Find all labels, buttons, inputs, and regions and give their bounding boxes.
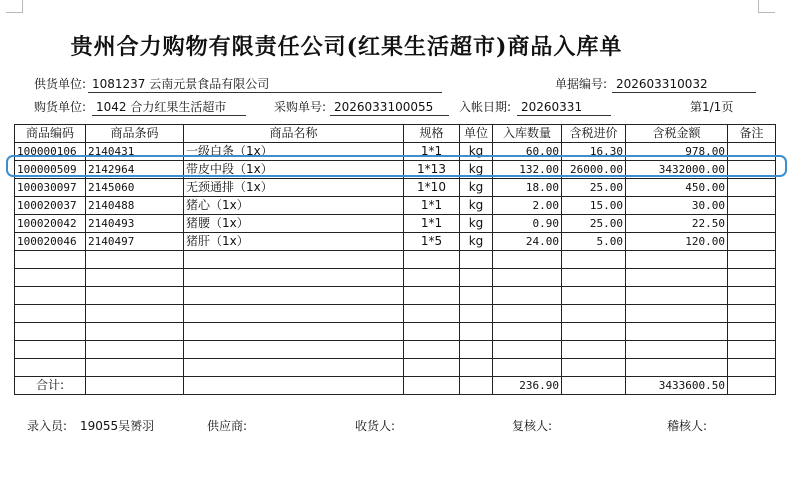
unit-cell [460, 269, 493, 287]
quantity-cell: 2.00 [493, 197, 562, 215]
total-empty-cell [728, 377, 776, 395]
item-name-cell [184, 251, 404, 269]
barcode-cell: 2140488 [86, 197, 184, 215]
page-title: 贵州合力购物有限责任公司(红果生活超市)商品入库单 [70, 34, 623, 60]
amount-cell: 450.00 [626, 179, 728, 197]
barcode-cell: 2145060 [86, 179, 184, 197]
item-code-cell [15, 305, 86, 323]
spec-cell [404, 341, 460, 359]
table-row [15, 233, 776, 251]
quantity-cell [493, 269, 562, 287]
barcode-cell [86, 323, 184, 341]
item-code-cell: 100020046 [15, 233, 86, 251]
amount-cell [626, 269, 728, 287]
remark-cell [728, 305, 776, 323]
table-row [15, 269, 776, 287]
item-name-cell [184, 269, 404, 287]
table-row [15, 215, 776, 233]
column-header: 商品条码 [86, 125, 184, 143]
unit-cell: kg [460, 233, 493, 251]
quantity-cell [493, 359, 562, 377]
item-name-cell: 猪肝（1x） [184, 233, 404, 251]
receiver-sign-label: 收货人: [355, 419, 396, 433]
quantity-cell: 0.90 [493, 215, 562, 233]
quantity-cell: 24.00 [493, 233, 562, 251]
spec-cell: 1*13 [404, 161, 460, 179]
unit-price-cell: 15.00 [562, 197, 626, 215]
total-empty-cell [86, 377, 184, 395]
quantity-cell [493, 305, 562, 323]
total-quantity: 236.90 [493, 377, 562, 395]
item-code-cell [15, 287, 86, 305]
remark-cell [728, 179, 776, 197]
column-header: 备注 [728, 125, 776, 143]
entry-clerk-value: 19055吴赟羽 [80, 419, 155, 433]
amount-cell [626, 287, 728, 305]
page-corner-mark-left [6, 0, 23, 13]
table-row [15, 287, 776, 305]
column-header: 商品名称 [184, 125, 404, 143]
remark-cell [728, 287, 776, 305]
spec-cell [404, 305, 460, 323]
spec-cell: 1*5 [404, 233, 460, 251]
table-row [15, 323, 776, 341]
remark-cell [728, 359, 776, 377]
buyer-value: 1042 合力红果生活超市 [92, 100, 246, 116]
unit-price-cell [562, 251, 626, 269]
item-name-cell [184, 341, 404, 359]
po-label: 采购单号: [274, 100, 327, 114]
unit-price-cell: 16.30 [562, 143, 626, 161]
quantity-cell [493, 251, 562, 269]
item-code-cell [15, 269, 86, 287]
column-header: 含税进价 [562, 125, 626, 143]
amount-cell [626, 359, 728, 377]
barcode-cell [86, 305, 184, 323]
barcode-cell [86, 287, 184, 305]
item-code-cell: 100020037 [15, 197, 86, 215]
amount-cell [626, 305, 728, 323]
item-name-cell [184, 323, 404, 341]
entry-clerk-label: 录入员: [27, 419, 68, 433]
table-row [15, 305, 776, 323]
total-row [15, 377, 776, 395]
barcode-cell [86, 269, 184, 287]
item-code-cell [15, 323, 86, 341]
item-name-cell: 无颈通排（1x） [184, 179, 404, 197]
unit-price-cell: 26000.00 [562, 161, 626, 179]
total-empty-cell [404, 377, 460, 395]
remark-cell [728, 161, 776, 179]
quantity-cell [493, 341, 562, 359]
spec-cell [404, 323, 460, 341]
barcode-cell [86, 359, 184, 377]
barcode-cell: 2140497 [86, 233, 184, 251]
remark-cell [728, 197, 776, 215]
column-header: 规格 [404, 125, 460, 143]
buyer-label: 购货单位: [34, 100, 87, 114]
doc-no-label: 单据编号: [555, 77, 608, 91]
remark-cell [728, 143, 776, 161]
item-code-cell [15, 341, 86, 359]
item-name-cell [184, 359, 404, 377]
item-name-cell [184, 287, 404, 305]
barcode-cell [86, 251, 184, 269]
unit-cell: kg [460, 179, 493, 197]
table-row [15, 179, 776, 197]
stock-in-table [14, 124, 776, 395]
item-code-cell: 100000509 [15, 161, 86, 179]
date-value: 20260331 [517, 100, 611, 116]
unit-price-cell [562, 341, 626, 359]
reviewer-sign-label: 复核人: [512, 419, 553, 433]
remark-cell [728, 215, 776, 233]
amount-cell: 30.00 [626, 197, 728, 215]
table-row [15, 359, 776, 377]
unit-cell [460, 305, 493, 323]
unit-price-cell [562, 269, 626, 287]
supplier-value: 1081237 云南元景食品有限公司 [88, 77, 442, 93]
column-header: 入库数量 [493, 125, 562, 143]
total-label: 合计: [15, 377, 86, 395]
table-row [15, 161, 776, 179]
remark-cell [728, 233, 776, 251]
item-code-cell: 100020042 [15, 215, 86, 233]
amount-cell: 978.00 [626, 143, 728, 161]
date-label: 入帐日期: [459, 100, 512, 114]
table-header-row [15, 125, 776, 143]
unit-cell [460, 287, 493, 305]
unit-price-cell: 5.00 [562, 233, 626, 251]
unit-price-cell: 25.00 [562, 215, 626, 233]
quantity-cell [493, 287, 562, 305]
spec-cell: 1*1 [404, 143, 460, 161]
item-name-cell: 猪心（1x） [184, 197, 404, 215]
spec-cell [404, 251, 460, 269]
unit-cell: kg [460, 143, 493, 161]
table-row [15, 197, 776, 215]
quantity-cell: 60.00 [493, 143, 562, 161]
item-name-cell [184, 305, 404, 323]
unit-cell [460, 323, 493, 341]
barcode-cell: 2140493 [86, 215, 184, 233]
item-code-cell [15, 251, 86, 269]
quantity-cell [493, 323, 562, 341]
item-code-cell: 100030097 [15, 179, 86, 197]
unit-price-cell [562, 323, 626, 341]
unit-cell [460, 341, 493, 359]
doc-no-value: 202603310032 [612, 77, 756, 93]
page-corner-mark-right [758, 0, 775, 13]
spec-cell: 1*1 [404, 215, 460, 233]
spec-cell [404, 269, 460, 287]
total-empty-cell [562, 377, 626, 395]
supplier-label: 供货单位: [34, 77, 87, 91]
page-number: 第1/1页 [690, 100, 734, 114]
column-header: 含税金额 [626, 125, 728, 143]
barcode-cell: 2140431 [86, 143, 184, 161]
unit-price-cell: 25.00 [562, 179, 626, 197]
table-row [15, 143, 776, 161]
unit-price-cell [562, 287, 626, 305]
amount-cell [626, 251, 728, 269]
item-name-cell: 猪腰（1x） [184, 215, 404, 233]
barcode-cell [86, 341, 184, 359]
po-value: 2026033100055 [330, 100, 449, 116]
amount-cell: 22.50 [626, 215, 728, 233]
unit-cell: kg [460, 161, 493, 179]
unit-cell [460, 359, 493, 377]
spec-cell: 1*10 [404, 179, 460, 197]
total-amount: 3433600.50 [626, 377, 728, 395]
total-empty-cell [184, 377, 404, 395]
item-code-cell [15, 359, 86, 377]
amount-cell: 3432000.00 [626, 161, 728, 179]
unit-cell: kg [460, 215, 493, 233]
spec-cell [404, 287, 460, 305]
total-empty-cell [460, 377, 493, 395]
spec-cell: 1*1 [404, 197, 460, 215]
unit-price-cell [562, 359, 626, 377]
remark-cell [728, 341, 776, 359]
item-code-cell: 100000106 [15, 143, 86, 161]
column-header: 商品编码 [15, 125, 86, 143]
remark-cell [728, 251, 776, 269]
unit-cell [460, 251, 493, 269]
item-name-cell: 一级白条（1x） [184, 143, 404, 161]
barcode-cell: 2142964 [86, 161, 184, 179]
quantity-cell: 18.00 [493, 179, 562, 197]
item-name-cell: 带皮中段（1x） [184, 161, 404, 179]
remark-cell [728, 323, 776, 341]
table-row [15, 251, 776, 269]
table-row [15, 341, 776, 359]
remark-cell [728, 269, 776, 287]
supplier-sign-label: 供应商: [207, 419, 248, 433]
unit-cell: kg [460, 197, 493, 215]
amount-cell [626, 323, 728, 341]
quantity-cell: 132.00 [493, 161, 562, 179]
amount-cell: 120.00 [626, 233, 728, 251]
amount-cell [626, 341, 728, 359]
column-header: 单位 [460, 125, 493, 143]
spec-cell [404, 359, 460, 377]
auditor-sign-label: 稽核人: [667, 419, 708, 433]
unit-price-cell [562, 305, 626, 323]
